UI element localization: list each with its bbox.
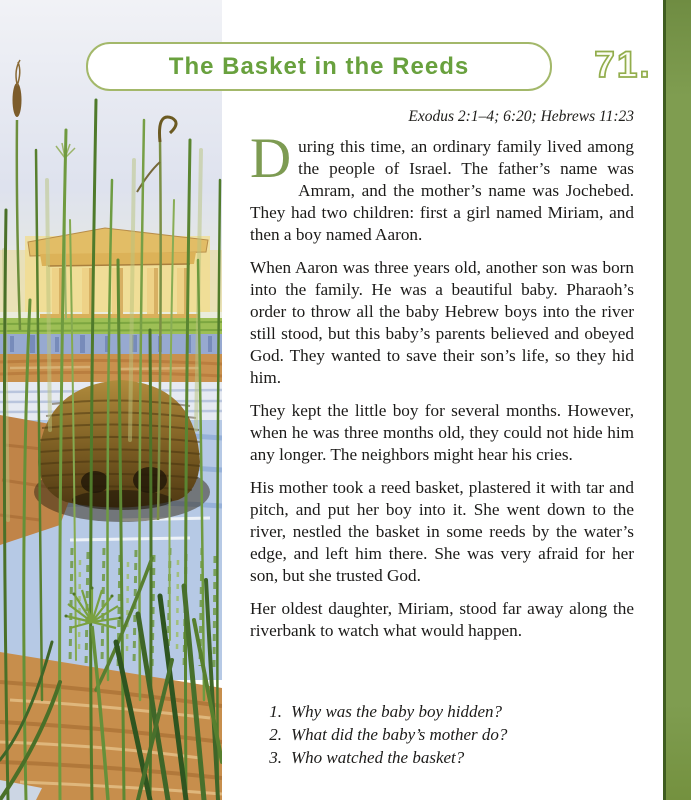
paragraph-4: His mother took a reed basket, plastered it with tar and pitch, and put her boy into it. She went down to the river, nestled the basket in some reeds by the water’s edge, and left him there. She was very afraid for her son, but she trusted God. (250, 478, 634, 585)
scripture-reference: Exodus 2:1–4; 6:20; Hebrews 11:23 (408, 108, 634, 125)
paragraph-2: When Aaron was three years old, another son was born into the family. He was a beautiful baby. Pharaoh’s order to throw all the baby Hebrew boys into the river still stood, but this baby’s parents believed and obeyed God. They wanted to save their son’s life, so they hid him. (250, 258, 634, 387)
review-questions (262, 700, 507, 769)
page-edge-bar (663, 0, 691, 800)
paragraph-1 (250, 127, 634, 246)
question-3-number: 3. (269, 748, 282, 767)
question-1-number: 1. (269, 702, 282, 721)
drop-cap: D (250, 127, 292, 190)
question-3-text: Who watched the basket? (291, 748, 465, 767)
watercolor-illustration (0, 0, 222, 800)
page-number: 71. (594, 44, 652, 85)
question-item-2 (262, 723, 507, 746)
question-item-1 (262, 700, 507, 723)
question-2-text: What did the baby’s mother do? (291, 725, 508, 744)
chapter-title-box (86, 42, 552, 91)
paragraph-3: They kept the little boy for several months. However, when he was three months old, they could not hide him any longer. The neighbors might hear his cries. (250, 401, 634, 464)
question-1-text: Why was the baby boy hidden? (291, 702, 503, 721)
question-item-3 (262, 746, 507, 769)
story-content (250, 108, 634, 800)
question-2-number: 2. (269, 725, 282, 744)
paragraph-1-text: uring this time, an ordinary family lived among the people of Israel. The father’s name was Amram, and the mother’s name was Jochebed. They had two children: first a girl named Miriam, and then a boy named Aaron. (250, 137, 634, 244)
chapter-title: The Basket in the Reeds (168, 52, 470, 80)
paragraph-5: Her oldest daughter, Miriam, stood far away along the riverbank to watch what would happen. (250, 599, 634, 640)
